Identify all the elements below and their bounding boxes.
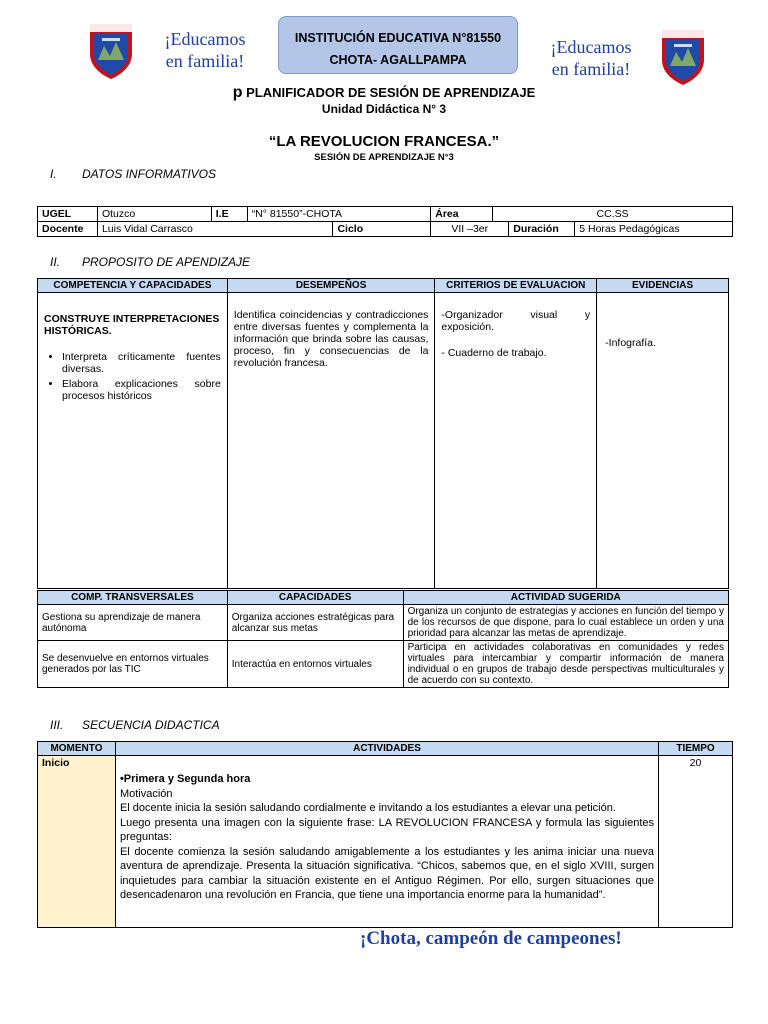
section-secuencia-title: III. SECUENCIA DIDACTICA: [50, 718, 220, 732]
competencia-text: CONSTRUYE INTERPRETACIONES HISTÓRICAS.: [44, 313, 220, 337]
institution-banner: INSTITUCIÓN EDUCATIVA N°81550 CHOTA- AGALLPAMPA: [278, 16, 518, 74]
header-capacidades: CAPACIDADES: [227, 591, 403, 605]
slogan-left: ¡Educamos en familia!: [164, 29, 246, 71]
secuencia-table: [37, 741, 733, 928]
transversal-1-cap: Organiza acciones estratégicas para alcanzar sus metas: [227, 605, 403, 641]
ciclo-label: Ciclo: [333, 222, 431, 237]
transversal-2-act: Participa en actividades colaborativas en comunidades y redes virtuales para intercambiar y compartir información de manera individual o en grupos de trabajo desde perspectivas multiculturales y de acuerdo con su contexto.: [403, 641, 728, 688]
capacidad-2: • Elabora explicaciones sobre procesos históricos: [62, 378, 221, 402]
actividad-p2: Luego presenta una imagen con la siguiente frase: LA REVOLUCION FRANCESA y formula las siguientes preguntas:: [119, 816, 655, 843]
motivacion-label: Motivación: [119, 787, 173, 800]
header-criterios: CRITERIOS DE EVALUACION: [435, 279, 597, 293]
topic-title: “LA REVOLUCION FRANCESA.”: [268, 133, 500, 150]
hora-label: •Primera y Segunda hora: [119, 773, 251, 785]
area-value: CC.SS: [493, 207, 733, 222]
header-tiempo: TIEMPO: [659, 742, 733, 756]
header-comp-transversales: COMP. TRANSVERSALES: [38, 591, 228, 605]
proposito-table: [37, 278, 729, 589]
unit-title: Unidad Didáctica N° 3: [321, 102, 447, 116]
transversal-1-comp: Gestiona su aprendizaje de manera autónoma: [38, 605, 228, 641]
header-momento: MOMENTO: [38, 742, 116, 756]
duracion-value: 5 Horas Pedagógicas: [579, 223, 680, 235]
header-evidencias: EVIDENCIAS: [597, 279, 729, 293]
desempeno-text: Identifica coincidencias y contradicciones entre diversas fuentes y complementa la información que brinda sobre las causas, proceso, fin y consecuencias de la revolución francesa.: [227, 293, 435, 589]
transversales-table: [37, 590, 729, 688]
docente-value: Luis Vidal Carrasco: [97, 222, 332, 237]
capacidad-1: • Interpreta críticamente fuentes diversas.: [62, 351, 221, 375]
criterio-2: - Cuaderno de trabajo.: [441, 347, 547, 359]
docente-label: Docente: [38, 222, 98, 237]
header-desempenos: DESEMPEÑOS: [227, 279, 435, 293]
header-competencia: COMPETENCIA Y CAPACIDADES: [38, 279, 228, 293]
header-actividad-sugerida: ACTIVIDAD SUGERIDA: [403, 591, 728, 605]
school-crest-right-icon: [660, 26, 706, 86]
area-label: Área: [431, 207, 493, 222]
criterio-1: -Organizador visual y exposición.: [441, 309, 591, 333]
ie-value: “N° 81550”-CHOTA: [247, 207, 431, 222]
transversal-2-comp: Se desenvuelve en entornos virtuales generados por las TIC: [38, 641, 228, 688]
footer-slogan: ¡Chota, campeón de campeones!: [360, 928, 622, 949]
ciclo-duracion-cell: [431, 222, 733, 237]
duracion-label: Duración: [509, 222, 575, 236]
ciclo-value: VII –3er: [431, 222, 509, 236]
datos-table: [37, 206, 733, 237]
actividad-p3: El docente comienza la sesión saludando amigablemente a los estudiantes y les anima iniciar una nueva aventura de aprendizaje. Presenta la situación significativa. “Chicos, sabemos que, en el siglo XVIII, surgen inquietudes para cambiar la situación existente en el Antiguo Régimen. Por ello, surgen situaciones que desencadenaron una revolución en Francia, que tiene una importancia enorme para la humanidad”.: [119, 845, 655, 901]
session-title: SESIÓN DE APRENDIZAJE N°3: [314, 152, 454, 163]
ugel-label: UGEL: [38, 207, 98, 222]
ie-label: I.E: [211, 207, 247, 222]
tiempo-value: 20: [659, 756, 733, 928]
section-datos-title: I. DATOS INFORMATIVOS: [50, 167, 217, 181]
momento-inicio: Inicio: [38, 756, 116, 928]
school-crest-left-icon: [88, 20, 134, 80]
ugel-value: Otuzco: [97, 207, 211, 222]
header-actividades: ACTIVIDADES: [115, 742, 658, 756]
evidencia-text: -Infografía.: [597, 293, 729, 589]
slogan-right: ¡Educamos en familia!: [550, 37, 632, 79]
transversal-1-act: Organiza un conjunto de estrategias y acciones en función del tiempo y de los recursos de que dispone, para lo cual establece un orden y una prioridad para alcanzar las metas de aprendizaje.: [403, 605, 728, 641]
transversal-2-cap: Interactúa en entornos virtuales: [227, 641, 403, 688]
actividad-p1: El docente inicia la sesión saludando cordialmente e invitando a los estudiantes a elevar una petición.: [119, 802, 616, 814]
section-proposito-title: II. PROPOSITO DE APENDIZAJE: [50, 255, 251, 269]
planner-title: p PLANIFICADOR DE SESIÓN DE APRENDIZAJE: [232, 84, 536, 101]
